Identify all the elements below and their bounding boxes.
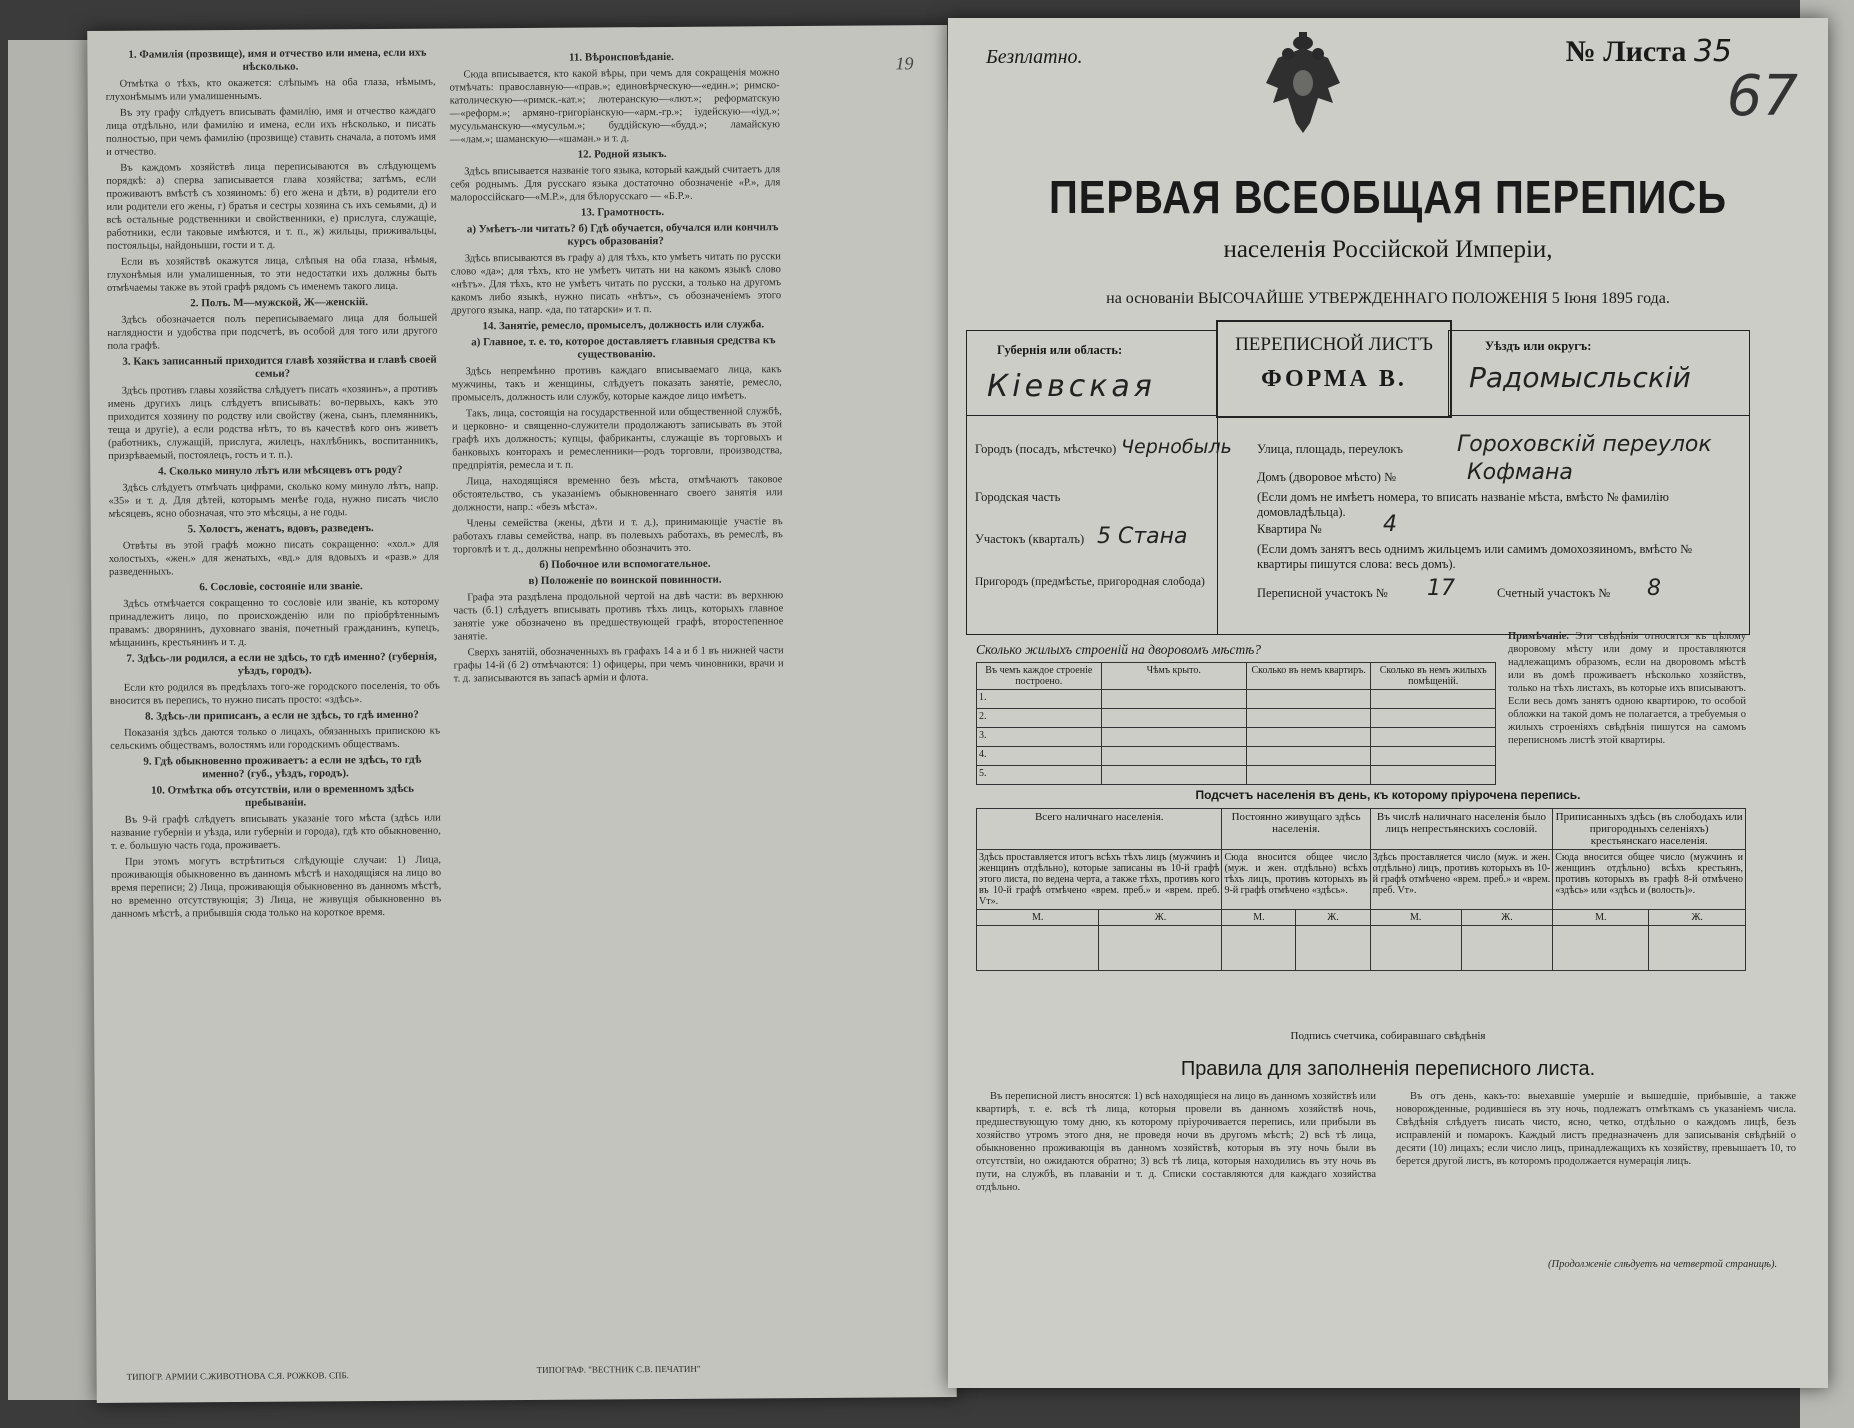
instruction-heading: 7. Здѣсь-ли родился, а если не здѣсь, то гдѣ именно? (губернія, уѣздъ, городъ). xyxy=(126,650,437,677)
house-note: (Если домъ не имѣетъ номера, то вписать названіе мѣста, вмѣсто № фамилію домовладѣльца). xyxy=(1257,490,1669,519)
buildings-col-rooms: Сколько въ немъ жилыхъ помѣщеній. xyxy=(1379,665,1487,687)
note-text: Эти свѣдѣнія относятся къ цѣлому дворовому мѣсту или дому и проставляются надлежащимъ образомъ, если на дворовомъ мѣстѣ или въ домѣ проживаетъ нѣсколько хозяйствъ, только на тѣхъ листахъ, въ которые ихъ вписываютъ. Если весь домъ занятъ одною квартирою, то особой обложки на такой домъ не полагается, а требуемыя о жилыхъ строеніяхъ свѣдѣнія пишутся на самомъ переписномъ листѣ этой квартиры. xyxy=(1508,631,1746,746)
buildings-table xyxy=(976,662,1496,785)
instruction-paragraph: Графа эта раздѣлена продольной чертой на двѣ части: въ верхнюю часть (б.1) слѣдуетъ вписывать противъ тѣхъ лицъ, которыхъ главное занятіе уже обозначено въ предшествующей графѣ, второстепенное занятіе. xyxy=(453,590,784,643)
address-box xyxy=(966,414,1750,635)
count-text-nonpeasant: Здѣсь проставляется число (муж. и жен. отдѣльно) лицъ, противъ которыхъ въ 10-й графѣ отмѣчено «врем. преб.» и «врем. преб. Vт». xyxy=(1372,852,1551,896)
city-label: Городъ (посадъ, мѣстечко) xyxy=(975,442,1117,456)
uchastok-value[interactable]: 5 Стана xyxy=(1097,524,1188,549)
instruction-heading: б) Побочное или вспомогательное. xyxy=(539,557,711,571)
census-subtitle: населенія Россійской Имперіи, xyxy=(1223,236,1553,263)
instruction-paragraph: Здѣсь обозначается полъ переписываемаго лица для большей наглядности и удобства при подсчетѣ, въ особой для того или другого пола графѣ. xyxy=(107,312,438,352)
count-text-peasant: Сюда вносится общее число (мужчинъ и женщинъ отдѣльно) всѣхъ крестьянъ, противъ которыхъ въ графѣ 8-й отмѣчено «здѣсь» или «здѣсь и (волость)». xyxy=(1555,852,1743,896)
instruction-paragraph: Въ эту графу слѣдуетъ вписывать фамилію, имя и отчество каждаго лица отдѣльно, или фамилію и имена, если ихъ нѣсколько, и писать полностью, при чемъ фамилію (прозвище) ставить сначала, а потомъ имя и отчество. xyxy=(105,105,437,158)
instruction-paragraph: Если въ хозяйствѣ окажутся лица, слѣпыя на оба глаза, нѣмыя, глухонѣмыя или умалишенныя, то эти недостатки ихъ должны быть отмѣчаемы также въ этой графѣ рядомъ съ именемъ такого лица. xyxy=(106,254,437,294)
instruction-paragraph: Здѣсь непремѣнно противъ каждаго вписываемаго лица, какъ мужчины, такъ и женщины, слѣдуетъ показать занятіе, ремесло, промыселъ, должность или службу, которые каждое лицо имѣетъ. xyxy=(451,364,782,404)
count-col-total: Всего наличнаго населенія. xyxy=(1034,811,1164,823)
count-col-permanent: Постоянно живущаго здѣсь населенія. xyxy=(1231,811,1361,835)
count-table-mf-header xyxy=(977,910,1746,926)
instruction-heading: 5. Холостъ, женатъ, вдовъ, разведенъ. xyxy=(187,522,374,536)
free-of-charge-label: Безплатно. xyxy=(986,46,1083,68)
buildings-row-num: 2. xyxy=(977,709,1102,728)
list-title: ПЕРЕПИСНОЙ ЛИСТЪ xyxy=(1235,334,1433,355)
instruction-paragraph: Сверхъ занятій, обозначенныхъ въ графахъ 14 а и б 1 въ нижней части графы 14-й (б 2) отмѣчаются: 1) офицеры, при чемъ чиновники, врачи и т. д. записываются въ запасѣ арміи и флота. xyxy=(453,645,784,685)
page-mark: 19 xyxy=(895,53,914,74)
census-title: ПЕРВАЯ ВСЕОБЩАЯ ПЕРЕПИСЬ xyxy=(1049,172,1727,224)
count-text-permanent: Сюда вносится общее число (муж. и жен. отдѣльно) всѣхъ тѣхъ лицъ, противъ которыхъ въ 9-й графѣ отмѣчено «здѣсь». xyxy=(1224,852,1368,896)
male-label: М. xyxy=(1222,910,1296,926)
apartment-note: (Если домъ занятъ весь однимъ жильцемъ или самимъ домохозяиномъ, вмѣсто № квартиры пишутся слова: весь домъ). xyxy=(1257,542,1693,571)
left-page-instructions xyxy=(87,25,957,1403)
street-label: Улица, площадь, переулокъ xyxy=(1257,442,1403,456)
apartment-label: Квартира № xyxy=(1257,522,1322,536)
count-table-values xyxy=(977,926,1746,971)
instruction-heading: 6. Сословіе, состояніе или званіе. xyxy=(199,580,363,594)
uezd-box xyxy=(1448,330,1750,416)
counting-district-label: Счетный участокъ № xyxy=(1497,586,1611,600)
counting-district-value[interactable]: 8 xyxy=(1647,576,1661,601)
archive-margin-number: 67 xyxy=(1726,64,1798,129)
instruction-paragraph: Здѣсь вписываются въ графу а) для тѣхъ, кто умѣетъ читать по русски слово «да»; для тѣхъ, кто не умѣетъ читать ни на какомъ языкѣ слово «нѣтъ». Для тѣхъ, кто не умѣетъ читать по русски, а только на другомъ какомъ либо языкѣ, нужно писать «нѣтъ», съ обозначеніемъ этого другого языка, напр. «да, по татарски» и т. п. xyxy=(450,251,782,317)
instruction-heading: 8. Здѣсь-ли приписанъ, а если не здѣсь, то гдѣ именно? xyxy=(145,708,419,723)
house-label: Домъ (дворовое мѣсто) № xyxy=(1257,470,1397,484)
instruction-heading: в) Положеніе по воинской повинности. xyxy=(528,573,722,587)
instruction-paragraph: Отвѣты въ этой графѣ можно писать сокращенно: «хол.» для холостыхъ, «жен.» для женатыхъ, «вд.» для вдовыхъ и «разв.» для разведенныхъ. xyxy=(108,538,439,578)
count-table-instructions xyxy=(977,850,1746,910)
printer-imprint-left: ТИПОГР. АРМИИ С.ЖИВОТНОВА С.Я. РОЖКОВ. СПБ. xyxy=(126,1370,349,1382)
buildings-row-num: 3. xyxy=(977,728,1102,747)
instruction-paragraph: При этомъ могутъ встрѣтиться слѣдующіе случаи: 1) Лица, проживающія обыкновенно въ данномъ мѣстѣ и находящіяся на лицо во время переписи; 2) Лица, проживающія обыкновенно въ данномъ мѣстѣ, но временно отсутствующія; 3) Лица, не живущія обыкновенно въ данномъ мѣстѣ, а прибывшія сюда только на короткое время. xyxy=(111,854,442,920)
buildings-note xyxy=(1508,630,1746,747)
city-part-label: Городская часть xyxy=(975,490,1061,504)
table-row xyxy=(977,747,1496,766)
prigorod-label: Пригородъ (предмѣстье, пригородная слобода) xyxy=(975,576,1205,588)
instructions-column-2 xyxy=(449,50,783,688)
uchastok-label: Участокъ (кварталъ) xyxy=(975,532,1085,546)
male-label: М. xyxy=(1553,910,1649,926)
instruction-heading: 10. Отмѣтка объ отсутствіи, или о временномъ здѣсь пребываніи. xyxy=(151,782,415,809)
instructions-column-1 xyxy=(105,47,441,924)
table-row xyxy=(977,709,1496,728)
instruction-heading: 4. Сколько минуло лѣтъ или мѣсяцевъ отъ роду? xyxy=(158,463,403,478)
instruction-paragraph: Показанія здѣсь даются только о лицахъ, обязанныхъ припискою къ сельскимъ обществамъ, волостямъ или городскимъ обществамъ. xyxy=(110,725,441,752)
census-basis: на основаніи ВЫСОЧАЙШЕ УТВЕРЖДЕННАГО ПОЛОЖЕНІЯ 5 Іюня 1895 года. xyxy=(1106,290,1670,307)
instruction-paragraph: Лица, находящіяся временно безъ мѣста, отмѣчаютъ таковое обстоятельство, съ указаніемъ обыкновеннаго своего занятія или должности, напр.: «безъ мѣста». xyxy=(452,474,783,514)
instruction-paragraph: Сюда вписывается, кто какой вѣры, при чемъ для сокращенія можно отмѣчать: православную—«прав.»; единовѣрческую—«един.»; римско-католическую—«римск.-кат.»; лютеранскую—«лют.»; реформатскую—«реформ.»; армяно-григоріанскую—«арм.-гр.»; іудейскую—«іуд.»; мусульманскую—«мусульм.»; буддійскую—«будд.»; ламайскую—«лам.»; шаманскую—«шаман.» и т. д. xyxy=(449,67,780,146)
buildings-col-apartments: Сколько въ немъ квартиръ. xyxy=(1251,665,1366,676)
count-text-total: Здѣсь проставляется итогъ всѣхъ тѣхъ лицъ (мужчинъ и женщинъ отдѣльно), которые записаны въ 10-й графѣ этого листа, по ведена черта, а также тѣхъ, противъ кого въ 10-й графѣ отмѣчено «врем. преб.» и «врем. преб. Vт». xyxy=(979,852,1220,907)
instruction-paragraph: Здѣсь слѣдуетъ отмѣчать цифрами, сколько кому минуло лѣтъ, напр. «35» и т. д. Для дѣтей, которымъ менѣе года, нужно писать число мѣсяцевъ, ясно обозначая, что это мѣсяцы, а не годы. xyxy=(108,480,439,520)
table-row xyxy=(977,690,1496,709)
buildings-question: Сколько жилыхъ строеній на дворовомъ мѣстѣ? xyxy=(976,642,1261,657)
gubernia-label: Губернія или область: xyxy=(997,343,1123,357)
female-label: Ж. xyxy=(1099,910,1222,926)
right-page-census-form xyxy=(948,18,1828,1388)
sheet-number xyxy=(1566,34,1732,69)
female-label: Ж. xyxy=(1296,910,1370,926)
male-label: М. xyxy=(1370,910,1461,926)
buildings-col-material: Въ чемъ каждое строеніе построено. xyxy=(985,665,1093,687)
rules-column-2: Въ отъ день, какъ-то: выехавшіе умершіе и вышедшіе, прибывшіе, а также новорожденные, родившіеся въ эту ночь, подлежатъ отмѣткамъ съ указаніемъ числа. Свѣдѣнія слѣдуетъ писать чисто, ясно, четко, отдѣльно о каждомъ лицѣ, безъ исправленій и помарокъ. Каждый листъ предназначенъ для записыванія свѣдѣній о десяти (10) лицахъ; если число лицъ, принадлежащихъ къ хозяйству, превышаетъ 10, то берется другой листъ, въ которомъ продолжается нумерація лицъ. xyxy=(1396,1091,1796,1167)
instruction-heading: а) Умѣетъ-ли читать? б) Гдѣ обучается, обучался или кончилъ курсъ образованія? xyxy=(466,221,779,248)
instruction-paragraph: Здѣсь вписывается названіе того языка, который каждый считаетъ для себя роднымъ. Для русскаго языка достаточно обозначеніе «Р.», для малороссійскаго—«М.Р.», для бѣлорусскаго — «Б.Р.». xyxy=(450,164,781,204)
buildings-table-header xyxy=(977,663,1496,690)
note-title: Примѣчаніе. xyxy=(1508,631,1569,642)
double-headed-eagle-emblem-icon xyxy=(1258,28,1348,138)
instruction-paragraph: Такъ, лица, состоящія на государственной или общественной службѣ, и церковно- и священно-служители продолжаютъ записывать въ этой графѣ ихъ должность; купцы, фабриканты, служащіе въ торговыхъ и банковыхъ конторахъ и ремесленники—родъ торговли, производства, предпріятія, ремесла и т. п. xyxy=(451,406,783,472)
rules-column-1: Въ переписной листъ вносятся: 1) всѣ находящіеся на лицо въ данномъ хозяйствѣ или квартирѣ, т. е. всѣ тѣ лица, которыя провели въ данномъ хозяйствѣ ночь, предшествующую тому дню, къ которому пріурочивается перепись, или прибыли въ хозяйство утромъ этого дня, не проведя ночи въ другомъ мѣстѣ; 2) всѣ тѣ лица, обыкновенно проживающія въ данномъ хозяйствѣ, которыя въ эту ночь были въ отсутствіи, но ожидаются обратно; 3) всѣ тѣ лица, которыя находились въ эту ночь въ пути, на службѣ, въ плаваніи и т. д. Списки составляются для каждаго хозяйства отдѣльно. xyxy=(976,1091,1376,1193)
instruction-heading: 3. Какъ записанный приходится главѣ хозяйства и главѣ своей семьи? xyxy=(122,353,437,380)
rules-title: Правила для заполненія переписного листа. xyxy=(1180,1058,1596,1080)
enumerator-signature-label: Подпись счетчика, собиравшаго свѣдѣнія xyxy=(1290,1030,1486,1042)
instruction-heading: 2. Полъ. М—мужской, Ж—женскій. xyxy=(190,296,369,310)
house-value[interactable]: Кофмана xyxy=(1467,460,1573,485)
gubernia-box xyxy=(966,330,1218,416)
instruction-heading: 9. Гдѣ обыкновенно проживаетъ: а если не здѣсь, то гдѣ именно? (губ., уѣздъ, городъ). xyxy=(143,753,422,781)
sheet-number-label: № Листа xyxy=(1565,35,1687,68)
printer-imprint-right: ТИПОГРАФ. "ВЕСТНИК С.В. ПЕЧАТИН" xyxy=(536,1363,701,1375)
instruction-heading: 14. Занятіе, ремесло, промыселъ, должность или служба. xyxy=(482,318,765,333)
buildings-row-num: 5. xyxy=(977,766,1102,785)
instruction-paragraph: Здѣсь противъ главы хозяйства слѣдуетъ писать «хозяинъ», а противъ имень другихъ лицъ слѣдуетъ вписывать: во-первыхъ, какъ это приходится хозяину по родству или свойству (жена, сынъ, племянникъ, теща и другіе), а если родства нѣтъ, то въ качествѣ кого онъ живетъ (работникъ, служащій, прислуга, жилецъ, нахлѣбникъ, воспитанникъ, призрѣваемый, постоялецъ, гость и т. п.). xyxy=(107,383,439,462)
form-title: ФОРМА В. xyxy=(1261,366,1407,392)
instruction-paragraph: Члены семейства (жены, дѣти и т. д.), принимающіе участіе въ работахъ главы семейства, напр. въ полевыхъ работахъ, въ ремеслѣ, въ торговлѣ и т. д., должны непремѣнно обозначить это. xyxy=(452,516,783,556)
apartment-value[interactable]: 4 xyxy=(1383,512,1397,537)
instruction-paragraph: Въ 9-й графѣ слѣдуетъ вписывать указаніе того мѣста (здѣсь или название губерніи и уѣзда, или губерніи и города), гдѣ кто обыкновенно, т. е. большую часть года, проживаетъ. xyxy=(110,812,441,852)
instruction-paragraph: Отмѣтка о тѣхъ, кто окажется: слѣпымъ на оба глаза, нѣмымъ, глухонѣмымъ или умалишеннымъ. xyxy=(105,76,436,103)
form-title-box xyxy=(1216,320,1452,418)
uezd-value[interactable]: Радомысльскій xyxy=(1469,361,1691,394)
table-row xyxy=(977,766,1496,785)
instruction-paragraph: Здѣсь отмѣчается сокращенно то сословіе или званіе, къ которому принадлежитъ лицо, по происхожденію или по пріобрѣтеннымъ правамъ: дворянинъ, духовнаго званія, почетный гражданинъ, купецъ, мѣщанинъ, крестьянинъ и т. д. xyxy=(109,596,440,649)
population-count-title: Подсчетъ населенія въ день, къ которому пріурочена перепись. xyxy=(1195,788,1581,802)
population-count-table xyxy=(976,808,1746,971)
instruction-heading: 1. Фамилія (прозвище), имя и отчество или имена, если ихъ нѣсколько. xyxy=(128,46,427,73)
count-table-header xyxy=(977,809,1746,850)
rules-continuation: (Продолженіе слѣдуетъ на четвертой страницѣ). xyxy=(1548,1259,1778,1270)
instruction-heading: 11. Вѣроисповѣданіе. xyxy=(568,50,674,64)
instruction-paragraph: Если кто родился въ предѣлахъ того-же городского поселенія, то объ вносится въ перепись, то нужно писать просто: «здѣсь». xyxy=(109,680,440,707)
instruction-heading: 13. Грамотность. xyxy=(580,205,665,219)
instruction-heading: 12. Родной языкъ. xyxy=(577,147,667,161)
instruction-heading: а) Главное, т. е. то, которое доставляетъ главныя средства къ существованію. xyxy=(471,334,776,361)
table-row xyxy=(977,728,1496,747)
buildings-col-roof: Чѣмъ крыто. xyxy=(1146,665,1201,676)
street-value[interactable]: Гороховскій переулок xyxy=(1457,432,1712,457)
instruction-paragraph: Въ каждомъ хозяйствѣ лица переписываются въ слѣдующемъ порядкѣ: а) сперва записывается глава хозяйства; затѣмъ, если проживаютъ вмѣстѣ съ хозяиномъ: б) его жена и дѣти, в) родители его или родители его жены, г) братья и сестры хозяина съ ихъ семьями, д) и всѣ остальные родственники и свойственники, е) прислуга, служащіе, работники, если таковые имѣются, и т. п., ж) жильцы, приживальцы, постояльцы, найдоныши, гости и т. д. xyxy=(106,160,437,252)
uezd-label: Уѣздъ или округъ: xyxy=(1485,339,1592,353)
female-label: Ж. xyxy=(1649,910,1746,926)
census-district-value[interactable]: 17 xyxy=(1427,576,1455,601)
sheet-number-value: 35 xyxy=(1693,34,1732,69)
count-col-nonpeasant: Въ числѣ наличнаго населенія было лицъ непрестьянскихъ сословій. xyxy=(1376,811,1546,835)
buildings-row-num: 4. xyxy=(977,747,1102,766)
census-district-label: Переписной участокъ № xyxy=(1257,586,1388,600)
buildings-row-num: 1. xyxy=(977,690,1102,709)
city-value[interactable]: Чернобыль xyxy=(1121,436,1232,458)
count-col-peasant: Приписанныхъ здѣсь (въ слободахъ или пригородныхъ селеніяхъ) крестьянскаго населенія. xyxy=(1555,811,1743,847)
gubernia-value[interactable]: Кіевская xyxy=(987,369,1156,404)
female-label: Ж. xyxy=(1461,910,1553,926)
male-label: М. xyxy=(977,910,1099,926)
